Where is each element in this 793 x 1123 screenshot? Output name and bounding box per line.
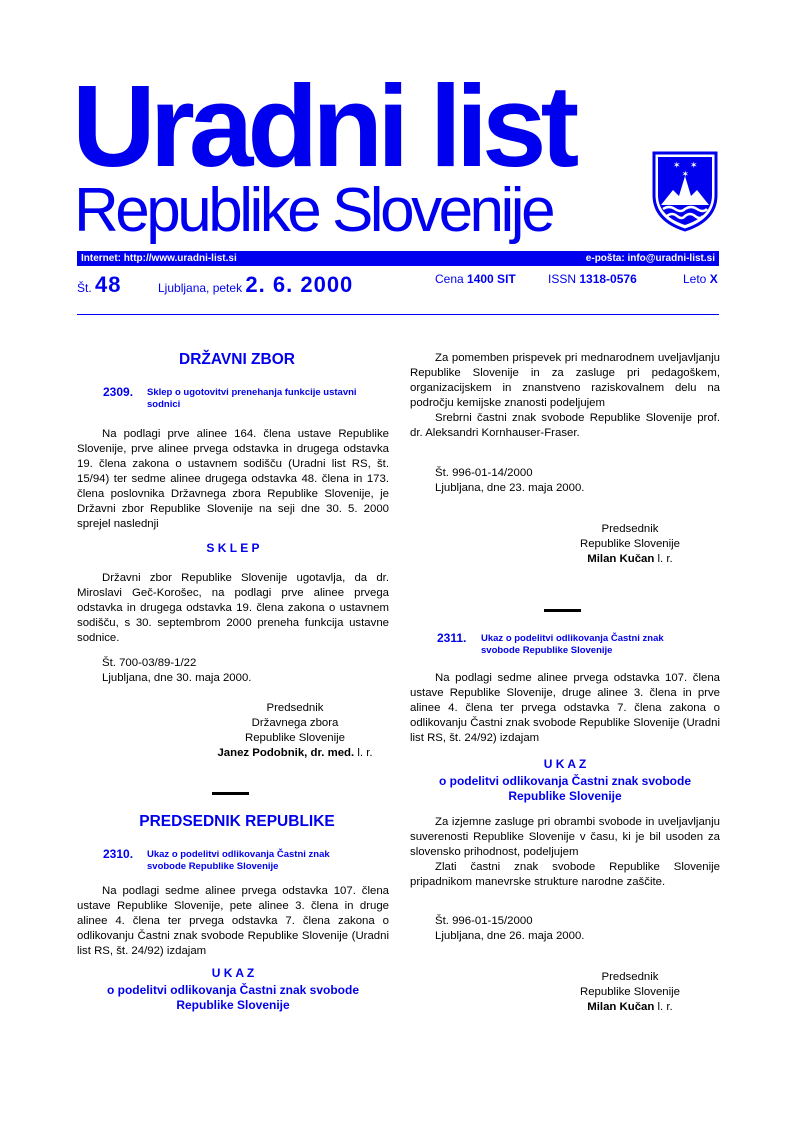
act-number-2309: 2309.	[103, 385, 134, 399]
header-rule	[77, 314, 719, 315]
issue-price: Cena 1400 SIT	[435, 272, 516, 286]
svg-text:✶: ✶	[673, 161, 681, 171]
act-2311-preamble: Na podlagi sedme alinee prvega odstavka 107. člena ustave Republike Slovenije, druge alinee 3. člena in prve alinee 4. člena ter prvega odstavka 7. člena zakona o odlikovanju Častni znak svobode Republike Slovenije (Uradni list RS, št. 24/92) izdajam	[410, 672, 720, 744]
act-2311-subheading: o podelitvi odlikovanja Častni znak svobode Republike Slovenije	[438, 774, 692, 803]
act-title-2309: Sklep o ugotovitvi prenehanja funkcije ustavni sodnici	[147, 387, 357, 410]
act-2310-preamble: Na podlagi sedme alinee prvega odstavka 107. člena ustave Republike Slovenije, pete alinee 3. člena in druge alinee 4. člena ter prvega odstavka 7. člena zakona o odlikovanju Častni znak svobode Republike Slovenije (Uradni list RS, št. 24/92) izdajam	[77, 885, 389, 957]
act-2311-award: Zlati častni znak svobode Republike Slovenije pripadnikom manevrske strukture narodne zaščite.	[410, 861, 720, 888]
act-number-2311: 2311.	[437, 631, 467, 645]
issue-year: Leto X	[683, 272, 718, 286]
email-link[interactable]: e-pošta: info@uradni-list.si	[585, 253, 715, 264]
act-2311-reference: Št. 996-01-15/2000 Ljubljana, dne 26. maja 2000.	[435, 915, 585, 942]
issue-date: Ljubljana, petek 2. 6. 2000	[158, 272, 354, 297]
act-2311-justification: Za izjemne zasluge pri obrambi svobode in uveljavljanju suverenosti Republike Slovenije v času, ki je bil usoden za slovensko prihodnost, podeljujem	[410, 816, 720, 858]
act-2310-justification: Za pomemben prispevek pri mednarodnem uveljavljanju Republike Slovenije in za zasluge pri pedagoškem, organizacijskem in znanstveno raziskovalnem delu na področju kemijske znanosti podeljujem	[410, 352, 720, 409]
section-divider	[544, 609, 581, 612]
act-2311-signature: Predsednik Republike Slovenije Milan Kučan l. r.	[579, 971, 681, 1013]
act-2310-reference: Št. 996-01-14/2000 Ljubljana, dne 23. maja 2000.	[435, 467, 585, 494]
act-2311-heading: U K A Z	[543, 757, 587, 771]
section-drzavni-zbor: DRŽAVNI ZBOR	[179, 351, 295, 368]
masthead-title: Uradni list	[72, 61, 574, 191]
masthead-subtitle: Republike Slovenije	[74, 176, 553, 245]
act-title-2310: Ukaz o podelitvi odlikovanja Častni znak svobode Republike Slovenije	[147, 849, 330, 872]
slovenian-coat-of-arms-icon	[651, 150, 719, 232]
act-2309-heading: S K L E P	[206, 541, 260, 555]
act-2310-signature: Predsednik Republike Slovenije Milan Kučan l. r.	[579, 523, 681, 565]
act-2310-heading: U K A Z	[211, 966, 255, 980]
act-title-2311: Ukaz o podelitvi odlikovanja Častni znak svobode Republike Slovenije	[481, 633, 664, 656]
internet-link[interactable]: Internet: http://www.uradni-list.si	[81, 253, 237, 264]
svg-text:✶: ✶	[681, 170, 690, 180]
act-2309-reference: Št. 700-03/89-1/22 Ljubljana, dne 30. maja 2000.	[102, 657, 252, 684]
act-2310-award: Srebrni častni znak svobode Republike Slovenije prof. dr. Aleksandri Kornhauser-Fraser.	[410, 412, 720, 439]
act-2309-body: Državni zbor Republike Slovenije ugotavlja, da dr. Miroslavi Geč-Korošec, na podlagi prve alinee prvega odstavka in drugega odstavka 19. člena zakona o ustavnem sodišču, s 30. septembrom 2000 preneha funkcija ustavne sodnice.	[77, 572, 389, 644]
section-divider	[212, 792, 249, 795]
section-predsednik-republike: PREDSEDNIK REPUBLIKE	[139, 813, 335, 830]
act-number-2310: 2310.	[103, 847, 134, 861]
act-2310-subheading: o podelitvi odlikovanja Častni znak svobode Republike Slovenije	[106, 983, 360, 1012]
masthead-info-bar	[77, 251, 719, 266]
issue-issn: ISSN 1318-0576	[548, 272, 637, 286]
svg-text:✶: ✶	[690, 161, 698, 171]
act-2309-signature: Predsednik Državnega zbora Republike Slovenije Janez Podobnik, dr. med. l. r.	[217, 702, 373, 759]
issue-number: Št. 48	[77, 272, 122, 297]
act-2309-preamble: Na podlagi prve alinee 164. člena ustave Republike Slovenije, prve alinee prvega odstavka in drugega odstavka 19. člena zakona o ustavnem sodišču (Uradni list RS, št. 15/94) ter sedme alinee drugega odstavka 48. člena in 173. člena poslovnika Državnega zbora Republike Slovenije, je Državni zbor Republike Slovenije na seji dne 30. 5. 2000 sprejel naslednji	[77, 428, 389, 530]
